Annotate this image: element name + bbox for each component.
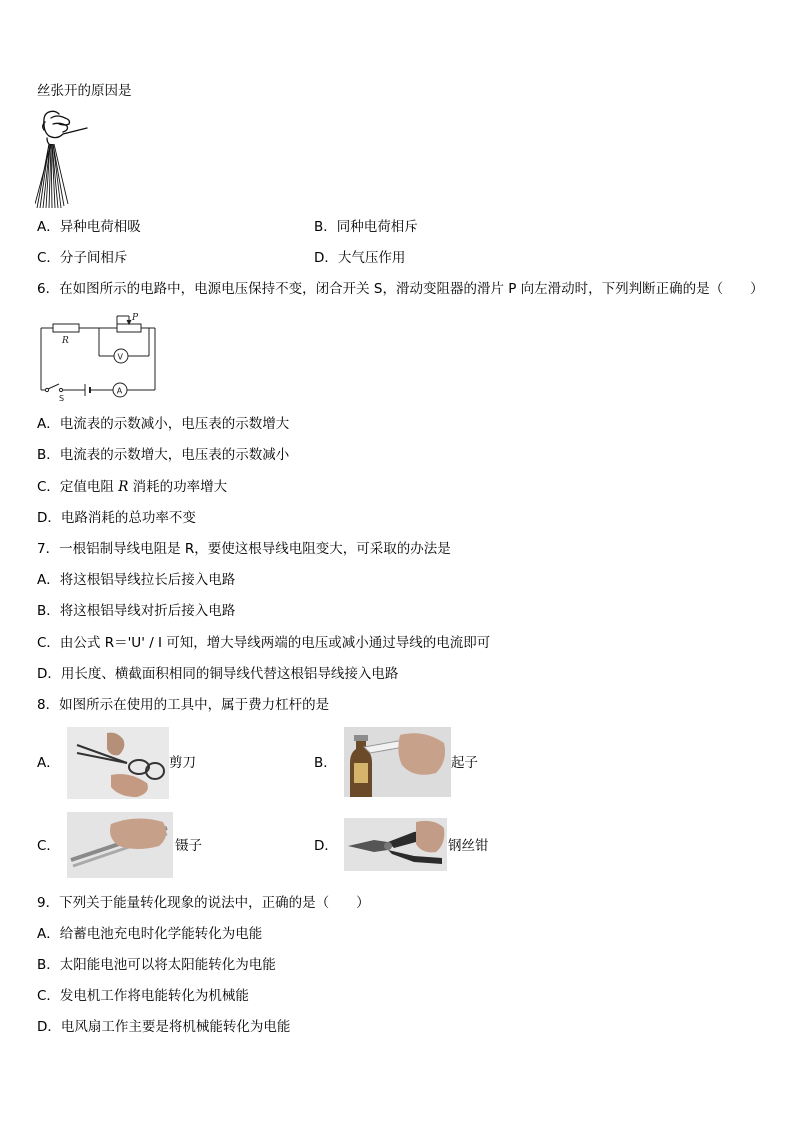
q7-option-b: B．将这根铝导线对折后接入电路 [37,603,236,619]
q6-stem: 6．在如图所示的电路中，电源电压保持不变，闭合开关 S，滑动变阻器的滑片 P 向左滑动时，下列判断正确的是（ ） [37,281,764,297]
circuit-label-r: R [62,336,69,346]
circuit-label-p: P [132,313,139,323]
q5-option-d: D．大气压作用 [314,250,406,266]
q8-option-d-letter: D． [314,838,338,854]
q9-option-c: C．发电机工作将电能转化为机械能 [37,988,249,1004]
q8-option-c-letter: C． [37,838,60,854]
q6-option-a: A．电流表的示数减小，电压表的示数增大 [37,416,290,432]
circuit-diagram [37,310,162,402]
q6-option-b: B．电流表的示数增大，电压表的示数减小 [37,447,290,463]
q8-option-b-letter: B． [314,755,337,771]
q5-option-b: B．同种电荷相斥 [314,219,418,235]
q9-option-b: B．太阳能电池可以将太阳能转化为电能 [37,957,276,973]
q5-option-c: C．分子间相斥 [37,250,128,266]
q8-option-b-tool: 起子 [451,755,478,771]
voltmeter-label: V [117,352,123,362]
q8-stem: 8．如图所示在使用的工具中，属于费力杠杆的是 [37,697,330,713]
q7-option-c: C．由公式 R＝'U' / I 可知，增大导线两端的电压或减小通过导线的电流即可 [37,635,491,651]
q5-option-a: A．异种电荷相吸 [37,219,141,235]
q8-option-c-tool: 镊子 [175,838,202,854]
q9-option-d: D．电风扇工作主要是将机械能转化为电能 [37,1019,291,1035]
pliers-photo [344,818,447,871]
q8-option-a-letter: A． [37,755,60,771]
q9-stem: 9．下列关于能量转化现象的说法中，正确的是（ ） [37,895,370,911]
q9-option-a: A．给蓄电池充电时化学能转化为电能 [37,926,263,942]
bottle-opener-photo [344,727,451,797]
tweezers-photo [67,812,173,878]
ammeter-label: A [116,386,123,396]
scissors-photo [67,727,169,799]
q5-stem: 丝张开的原因是 [37,83,132,99]
hand-hair-illustration [35,108,93,210]
q6-option-d: D．电路消耗的总功率不变 [37,510,196,526]
q7-option-a: A．将这根铝导线拉长后接入电路 [37,572,236,588]
q8-option-a-tool: 剪刀 [169,755,196,771]
q7-option-d: D．用长度、横截面积相同的铜导线代替这根铝导线接入电路 [37,666,399,682]
q8-option-d-tool: 钢丝钳 [448,838,489,854]
switch-label: S [59,394,65,402]
q7-stem: 7．一根铝制导线电阻是 R，要使这根导线电阻变大，可采取的办法是 [37,541,451,557]
q6-option-c: C．定值电阻 R 消耗的功率增大 [37,479,228,495]
